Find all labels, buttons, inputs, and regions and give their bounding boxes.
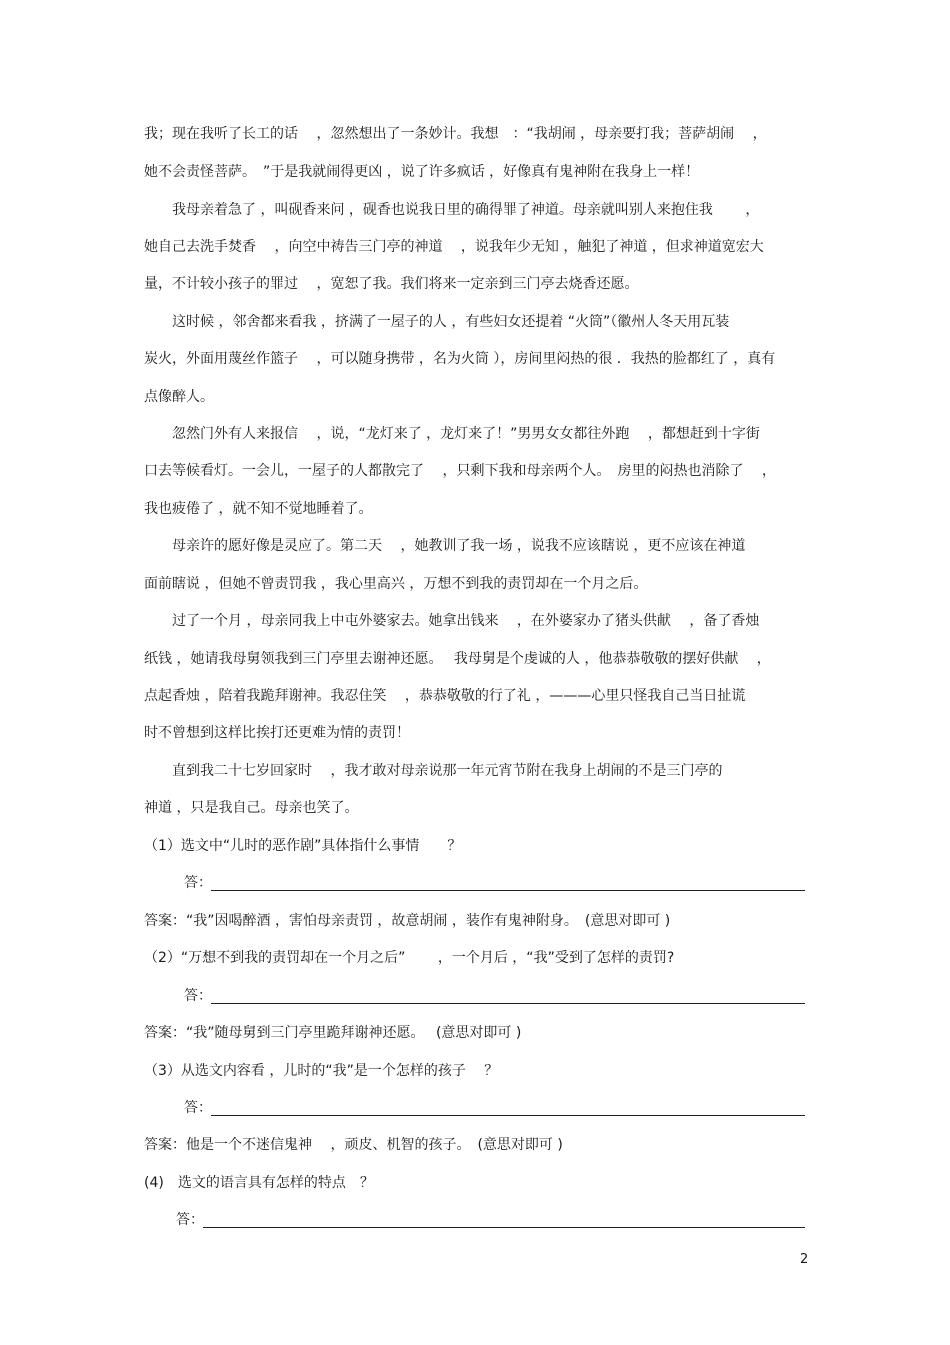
answer-blank-line[interactable] [211, 1115, 805, 1116]
answer-blank-line[interactable] [211, 1003, 805, 1004]
passage-line: 面前瞎说 ，但她不曾责罚我 ，我心里高兴 ，万想不到我的责罚却在一个月之后。 [144, 576, 648, 592]
answer-label: 答： [176, 1212, 204, 1228]
passage-line: 这时候 ，邻舍都来看我 ，挤满了一屋子的人 ，有些妇女还提着 “火筒”（徽州人冬天用瓦装 [144, 314, 730, 330]
passage-line: 时不曾想到这样比挨打还更难为情的责罚！ [144, 725, 410, 741]
passage-line: 纸钱 ，她请我母舅领我到三门亭里去谢神还愿。 我母舅是个虔诚的人 ，他恭恭敬敬的摆好供献 ， [144, 651, 771, 667]
page-number: 2 [800, 1252, 809, 1267]
question-prompt: （3）从选文内容看 ，儿时的“我”是一个怎样的孩子 ？ [144, 1063, 499, 1079]
passage-line: 点像醉人。 [144, 389, 214, 405]
answer-key: 答案：“我”随母舅到三门亭里跪拜谢神还愿。 (意思对即可 ) [144, 1025, 522, 1041]
passage-line: 过了一个月 ，母亲同我上中屯外婆家去。她拿出钱来 ，在外婆家办了猪头供献 ，备了香烛 [144, 613, 760, 629]
passage-line: 忽然门外有人来报信 ，说，“龙灯来了 ，龙灯来了！”男男女女都往外跑 ，都想赶到十字街 [144, 426, 760, 442]
passage-line: 母亲许的愿好像是灵应了。第二天 ，她教训了我一场 ，说我不应该瞎说 ，更不应该在神道 [144, 538, 746, 554]
passage-line: 口去等候看灯。一会儿，一屋子的人都散完了 ，只剩下我和母亲两个人。 房里的闷热也消除了 ， [144, 463, 776, 479]
answer-label: 答： [184, 875, 212, 891]
passage-line: 点起香烛 ，陪着我跪拜谢神。我忍住笑 ，恭恭敬敬的行了礼 ，———心里只怪我自己当日扯谎 [144, 688, 746, 704]
answer-label: 答： [184, 988, 212, 1004]
question-prompt: （1）选文中“儿时的恶作剧”具体指什么事情 ？ [144, 838, 462, 854]
passage-line: 炭火，外面用蔑丝作篮子 ，可以随身携带 ，名为火筒 ），房间里闷热的很 ．我热的脸都红了 ，真有 [144, 351, 776, 367]
question-prompt: （2）“万想不到我的责罚却在一个月之后” ，一个月后 ，“我”受到了怎样的责罚? [144, 950, 675, 966]
answer-blank-line[interactable] [211, 890, 805, 891]
answer-key: 答案：他是一个不迷信鬼神 ，顽皮、机智的孩子。 (意思对即可 ) [144, 1137, 563, 1153]
passage-line: 量，不计较小孩子的罪过 ，宽恕了我。我们将来一定亲到三门亭去烧香还愿。 [144, 276, 639, 292]
passage-line: 她自己去洗手焚香 ，向空中祷告三门亭的神道 ，说我年少无知 ，触犯了神道 ，但求神道宽宏大 [144, 239, 764, 255]
passage-line: 直到我二十七岁回家时 ，我才敢对母亲说那一年元宵节附在我身上胡闹的不是三门亭的 [144, 763, 723, 779]
passage-line: 神道 ，只是我自己。母亲也笑了。 [144, 800, 359, 816]
question-prompt: (4) 选文的语言具有怎样的特点 ？ [144, 1175, 374, 1191]
passage-line: 她不会责怪菩萨。 ”于是我就闹得更凶 ，说了许多疯话 ，好像真有鬼神附在我身上一样！ [144, 164, 700, 180]
passage-line: 我母亲着急了 ，叫砚香来问 ，砚香也说我日里的确得罪了神道。母亲就叫别人来抱住我 ， [144, 202, 760, 218]
answer-blank-line[interactable] [203, 1227, 805, 1228]
passage-line: 我也疲倦了 ，就不知不觉地睡着了。 [144, 501, 373, 517]
answer-label: 答： [184, 1100, 212, 1116]
passage-line: 我；现在我听了长工的话 ，忽然想出了一条妙计。我想 ：“我胡闹 ，母亲要打我；菩萨胡闹 ， [144, 126, 767, 142]
answer-key: 答案：“我”因喝醉酒 ，害怕母亲责罚 ，故意胡闹 ，装作有鬼神附身。 (意思对即可 ) [144, 913, 671, 929]
